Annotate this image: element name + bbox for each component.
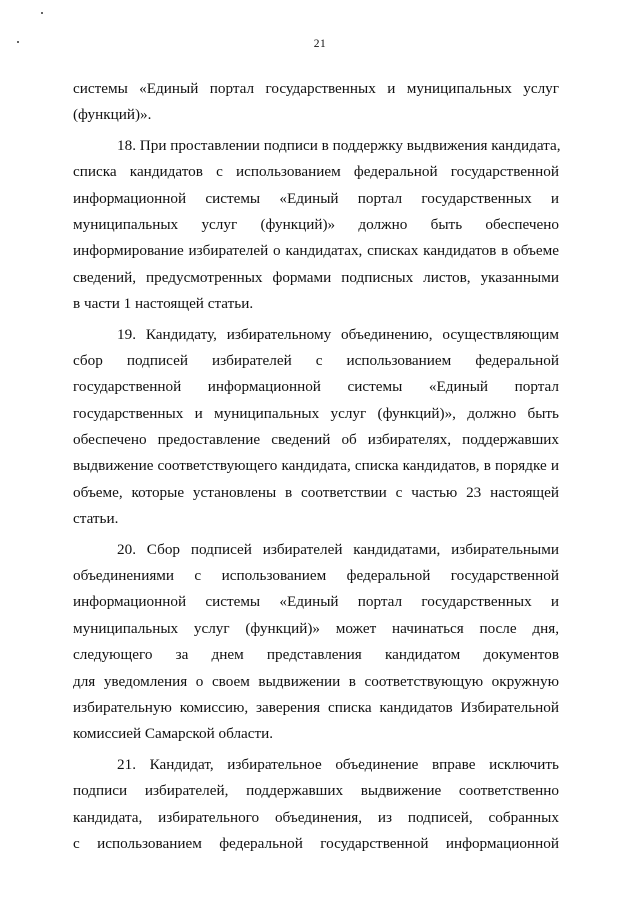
text-line: подписи избирателей, поддержавших выдвижение соответственно	[73, 782, 559, 800]
text-line: государственной информационной системы «Единый портал	[73, 378, 559, 396]
paragraph-19	[73, 322, 559, 533]
text-line: 21. Кандидат, избирательное объединение вправе исключить	[117, 755, 559, 773]
text-line: информационной системы «Единый портал государственных и	[73, 189, 559, 207]
text-line: муниципальных услуг (функций)» может начинаться после дня,	[73, 619, 559, 637]
text-line: избирательную комиссию, заверения списка кандидатов Избирательной	[73, 698, 559, 716]
text-line: информационной системы «Единый портал государственных и	[73, 593, 559, 611]
scan-speck	[41, 12, 43, 14]
text-line: статьи.	[73, 510, 119, 528]
page-number: 21	[313, 38, 327, 50]
document-body	[73, 76, 559, 861]
paragraph-21	[73, 752, 559, 858]
text-line: информирование избирателей о кандидатах, списках кандидатов в объеме	[73, 242, 559, 260]
text-line: комиссией Самарской области.	[73, 725, 274, 743]
text-line: 18. При проставлении подписи в поддержку выдвижения кандидата,	[117, 136, 561, 154]
text-line: обеспечено предоставление сведений об избирателях, поддержавших	[73, 431, 559, 449]
text-line: с использованием федеральной государственной информационной	[73, 834, 559, 852]
text-line: (функций)».	[73, 106, 152, 124]
text-line: следующего за днем представления кандидатом документов	[73, 646, 559, 664]
text-line: для уведомления о своем выдвижении в соответствующую окружную	[73, 672, 559, 690]
text-line: сведений, предусмотренных формами подписных листов, указанными	[73, 268, 559, 286]
text-line: сбор подписей избирателей с использованием федеральной	[73, 351, 559, 369]
paragraph-20	[73, 537, 559, 748]
text-line: в части 1 настоящей статьи.	[73, 295, 254, 313]
text-line: муниципальных услуг (функций)» должно быть обеспечено	[73, 215, 559, 233]
text-line: объеме, которые установлены в соответствии с частью 23 настоящей	[73, 483, 559, 501]
text-line: государственных и муниципальных услуг (функций)», должно быть	[73, 404, 559, 422]
text-line: списка кандидатов с использованием федеральной государственной	[73, 163, 559, 181]
paragraph-continuation	[73, 76, 559, 129]
paragraph-18	[73, 133, 559, 318]
text-line: выдвижение соответствующего кандидата, списка кандидатов, в порядке и	[73, 457, 559, 475]
text-line: системы «Единый портал государственных и муниципальных услуг	[73, 80, 559, 97]
text-line: 20. Сбор подписей избирателей кандидатами, избирательными	[117, 540, 559, 558]
text-line: объединениями с использованием федеральной государственной	[73, 567, 559, 585]
text-line: 19. Кандидату, избирательному объединению, осуществляющим	[117, 325, 559, 343]
text-line: кандидата, избирательного объединения, из подписей, собранных	[73, 808, 559, 826]
